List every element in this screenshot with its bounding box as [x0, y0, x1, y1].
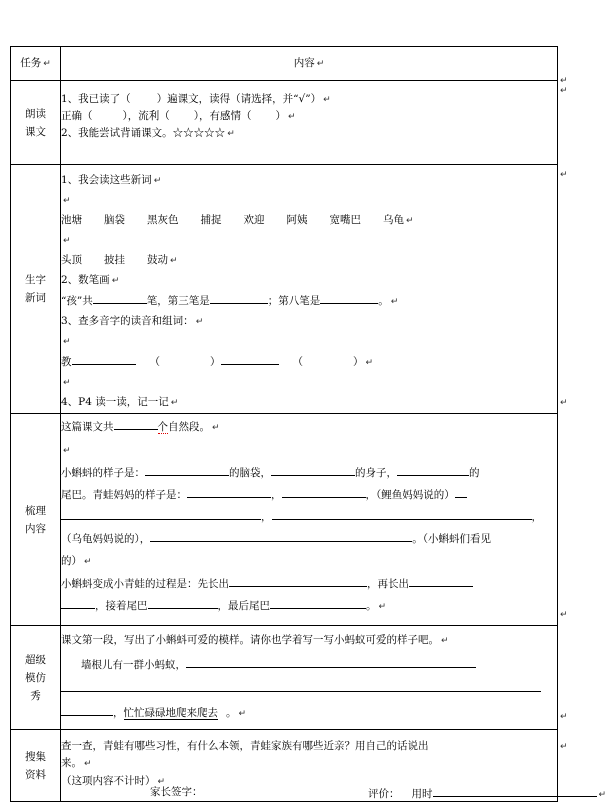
evaluation-line: 评价： 用时 ↵: [368, 784, 606, 801]
stroke-count-line: “孩”共 笔，第三笔是 ；第八笔是 。 ↵: [61, 291, 557, 312]
imitate-answer-blank-1[interactable]: [186, 655, 476, 668]
vocab-content: 1、我会读这些新词 ↵ ↵ 池塘 脑袋 黑灰色 捕捉 欢迎 阿姨 宽嘴巴 乌龟 ↵ ↵ 头顶 披挂 鼓动 ↵ 2、数笔画 ↵ “孩”共 笔，第三笔是 ；第八笔是 。 ↵ 3、查多音字的读音和组词： ↵ ↵ 教 （ ） （ ） ↵ ↵ 4、P4 读一读，记一记 ↵: [61, 165, 558, 414]
table-header-row: [11, 47, 558, 81]
outline-row: [11, 414, 558, 626]
header-content-cell: 内容 ↵: [61, 47, 558, 81]
header-task: 任务: [20, 57, 42, 69]
vocab-words-2: 头顶 披挂 鼓动 ↵: [61, 254, 178, 266]
polyphone-word-blank-1[interactable]: [72, 352, 136, 365]
time-blank[interactable]: [433, 784, 597, 797]
polyphone-word-blank-2[interactable]: [221, 352, 279, 365]
eighth-stroke-blank[interactable]: [320, 291, 378, 304]
reading-content: [61, 81, 558, 165]
imitate-row: [11, 626, 558, 730]
reading-label: 朗读 课文: [11, 81, 61, 165]
vocab-words: 池塘 脑袋 黑灰色 捕捉 欢迎 阿姨 宽嘴巴 乌龟 ↵: [61, 214, 414, 226]
header-content: 内容: [293, 57, 315, 69]
paragraph-count-blank[interactable]: [114, 417, 158, 430]
polyphone-line: 教 （ ） （ ） ↵: [61, 352, 557, 373]
imitate-answer-blank-2[interactable]: [61, 679, 541, 692]
reading-line-1: 1、我已读了（ ）遍课文，读得（请选择，并“√”） ↵: [61, 93, 331, 105]
collect-content: 查一查，青蛙有哪些习性，有什么本领，青蛙家族有哪些近亲？用自己的话说出 来。 ↵ （这项内容不计时） ↵: [61, 730, 558, 802]
collect-label: 搜集 资料: [11, 730, 61, 802]
header-task-cell: 任务 ↵: [11, 47, 61, 81]
third-stroke-blank[interactable]: [210, 291, 268, 304]
imitate-label: 超级 模仿 秀: [11, 626, 61, 730]
vocab-row: [11, 165, 558, 414]
reading-line-3: 2、我能尝试背诵课文。☆☆☆☆☆ ↵: [61, 127, 235, 139]
outline-content: 这篇课文共 个自然段。 ↵ ↵ 小蝌蚪的样子是： 的脑袋， 的身子， 的 尾巴。青蛙妈妈的样子是： ， ，（鲤鱼妈妈说的） ， ， （乌龟妈妈说的）， 。（小蝌蚪们看见 的） ↵ 小蝌蚪变成小青蛙的过程是：先长出 ，再长出 ，接着尾巴 ，最后尾巴 。 ↵: [61, 414, 558, 626]
parent-signature: 家长签字：: [150, 786, 203, 798]
reading-line-2: 正确（ ），流利（ ），有感情（ ） ↵: [61, 110, 296, 122]
outline-label: 梳理 内容: [11, 414, 61, 626]
worksheet-page: 任务 ↵ 内容 ↵ 朗读 课文 1、我已读了（ ）遍课文，读得（请选择，并“√”） ↵ 正确（ ），流利（ ），有感情（ ） ↵ 2、我能尝试背诵课文。☆☆☆☆☆ ↵ 生字 新词 1、我会读这些新词 ↵ ↵ 池塘 脑袋 黑灰色 捕捉 欢迎 阿姨 宽嘴巴 乌龟 ↵ ↵ 头顶 披挂 鼓动 ↵ 2、数笔画 ↵ “孩”共 笔，第三笔是 ；第八笔是 。 ↵ 3、查多音字的读音和组词： ↵ ↵ 教 （ ） （ ） ↵ ↵ 4、P4 读一读，记一记 ↵ 梳理 内容 这篇课文共 个自然段。 ↵ ↵ 小蝌蚪的样子是： 的脑袋， 的身子， 的 尾巴。青蛙妈妈的样子是： ， ，（鲤鱼妈妈说的） ， ， （乌龟妈妈说的）， 。（小蝌蚪们看见 的） ↵ 小蝌蚪变成小青蛙的过程是：先长出 ，再长出 ，接着尾巴 ，最后尾巴 。 ↵ 超级 模仿 秀 课文第一段，写出了小蝌蚪可爱的模样。请你也学着写一写小蚂蚁可爱的样子吧。 ↵ 墙根儿有一群小蚂蚁， ，忙忙碌碌地爬来爬去 。 ↵ 搜集 资料 查一查，青蛙有哪些习性，有什么本领，青蛙家族有哪些近亲？用自己的话说出 来。 ↵ （这项内容不计时） ↵ ↵ ↵ ↵ ↵ ↵ ↵ ↵ 家长签字： 评价： 用时 ↵: [0, 0, 607, 807]
imitate-answer-blank-3[interactable]: [61, 703, 113, 716]
vocab-label: 生字 新词: [11, 165, 61, 414]
stroke-total-blank[interactable]: [93, 291, 147, 304]
imitate-content: 课文第一段，写出了小蝌蚪可爱的模样。请你也学着写一写小蚂蚁可爱的样子吧。 ↵ 墙根儿有一群小蚂蚁， ，忙忙碌碌地爬来爬去 。 ↵: [61, 626, 558, 730]
reading-row: [11, 81, 558, 165]
worksheet-table: [10, 46, 558, 802]
